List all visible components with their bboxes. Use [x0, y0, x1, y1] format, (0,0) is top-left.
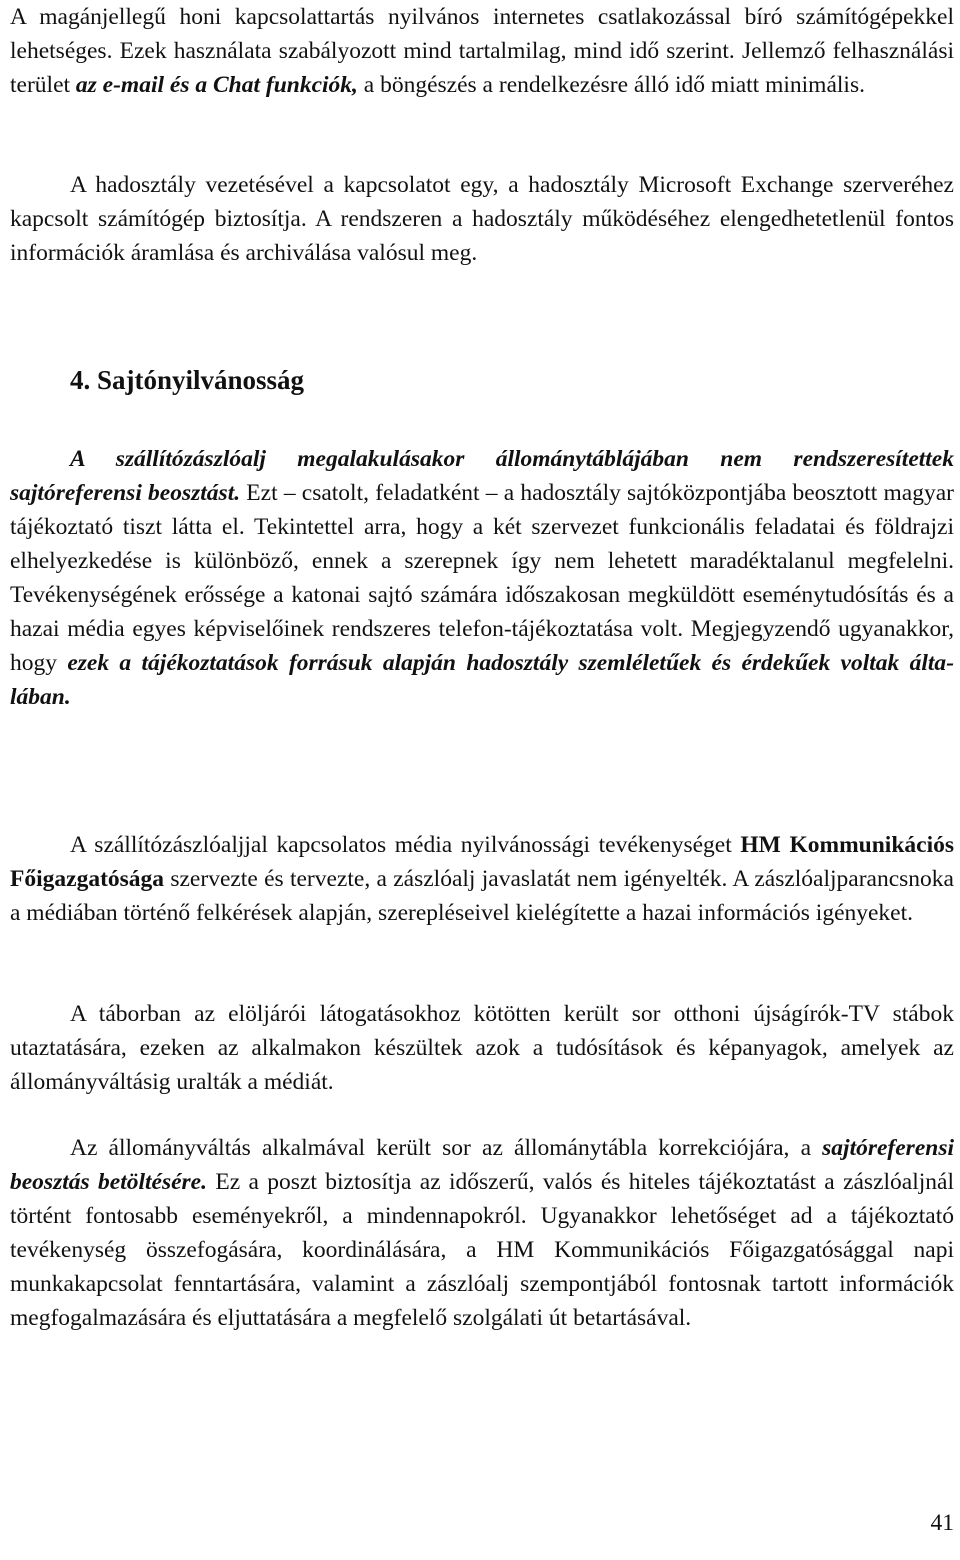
emphasis-hm-directorate: HM Kommunikációs Főigazgatósága — [10, 832, 954, 892]
section-heading: 4. Sajtónyilvánosság — [70, 365, 305, 395]
paragraph-camp-visits: A táborban az elöljárói látogatásokhoz kötötten került sor otthoni újságírók-TV stábok utaztatására, ezeken az alkalmakon készültek azok a tudósítások és képanyagok, amelyek az állományváltásig uralták a médiát. — [10, 1001, 954, 1095]
paragraph-press-officer — [10, 442, 954, 714]
emphasis-no-press-officer: A szállítózászlóalj megalakulásakor állománytáblájában nem rendszeresítettek sajtóreferensi beosztást. — [10, 446, 954, 506]
paragraph-staff-rotation — [10, 1131, 954, 1335]
text-run: Ez a poszt biztosítja az időszerű, valós és hiteles tájékoztatást a zászlóaljnál történt fontosabb eseményekről, a mindennapokról. Ugyanakkor lehetőséget ad a tájékoztató tevékenység összefogására, koordinálására, a HM Kommunikációs Főigazgatósággal napi munkakapcsolat fenntartására, valamint a zászlóalj szempontjából fontosnak tartott információk megfogalmazására és eljuttatására a megfelelő szolgálati út betartásával. — [10, 1169, 954, 1331]
paragraph-exchange-server: A hadosztály vezetésével a kapcsolatot egy, a hadosztály Microsoft Exchange szerveréhez kapcsolt számítógép biztosítja. A rendszeren a hadosztály működéséhez elengedhetetlenül fontos információk áramlása és archiválása valósul meg. — [10, 172, 954, 266]
page-number: 41 — [930, 1510, 954, 1536]
text-run: szervezte és tervezte, a zászlóalj javaslatát nem igényelték. A zászlóaljparancsnoka a médiában történő felkérések alapján, szerepléseivel kielégítette a hazai információs igényeket. — [10, 866, 954, 926]
emphasis-email-chat: az e-mail és a Chat funkciók, — [75, 72, 358, 98]
text-run: A szállítózászlóaljjal kapcsolatos média nyilvánossági tevékenységet — [70, 832, 741, 858]
paragraph-internet-access — [10, 0, 954, 102]
emphasis-division-perspective: ezek a tájékoztatások forrásuk alapján hadosztály szemléletűek és érdekűek voltak általában. — [10, 650, 955, 710]
paragraph-media-publicity — [10, 828, 954, 930]
text-run: Ezt – csatolt, feladatként – a hadosztály sajtóközpontjába beosztott magyar tájékoztató tiszt látta el. Tekintettel arra, hogy a két szervezet funkcionális feladatai és földrajzi elhelyezkedése is különböző, ennek a szerepnek így nem lehetett maradéktalanul megfelelni. Tevékenységének erőssége a katonai sajtó számára időszakosan megküldött eseménytudósítás és a hazai média egyes képviselőinek rendszeres telefon-tájékoztatása volt. Megjegyzendő ugyanakkor, hogy — [10, 480, 954, 676]
emphasis-press-position: sajtóreferensi beosztás betöltésére. — [10, 1135, 954, 1195]
text-run: A magánjellegű honi kapcsolattartás nyilvános internetes csatlakozással bíró számítógépekkel lehetséges. Ezek használata szabályozott mind tartalmilag, mind idő szerint. Jellemző felhasználási terület — [10, 4, 954, 98]
text-run: a böngészés a rendelkezésre álló idő miatt minimális. — [357, 72, 865, 98]
text-run: Az állományváltás alkalmával került sor az állománytábla korrekciójára, a — [70, 1135, 823, 1161]
